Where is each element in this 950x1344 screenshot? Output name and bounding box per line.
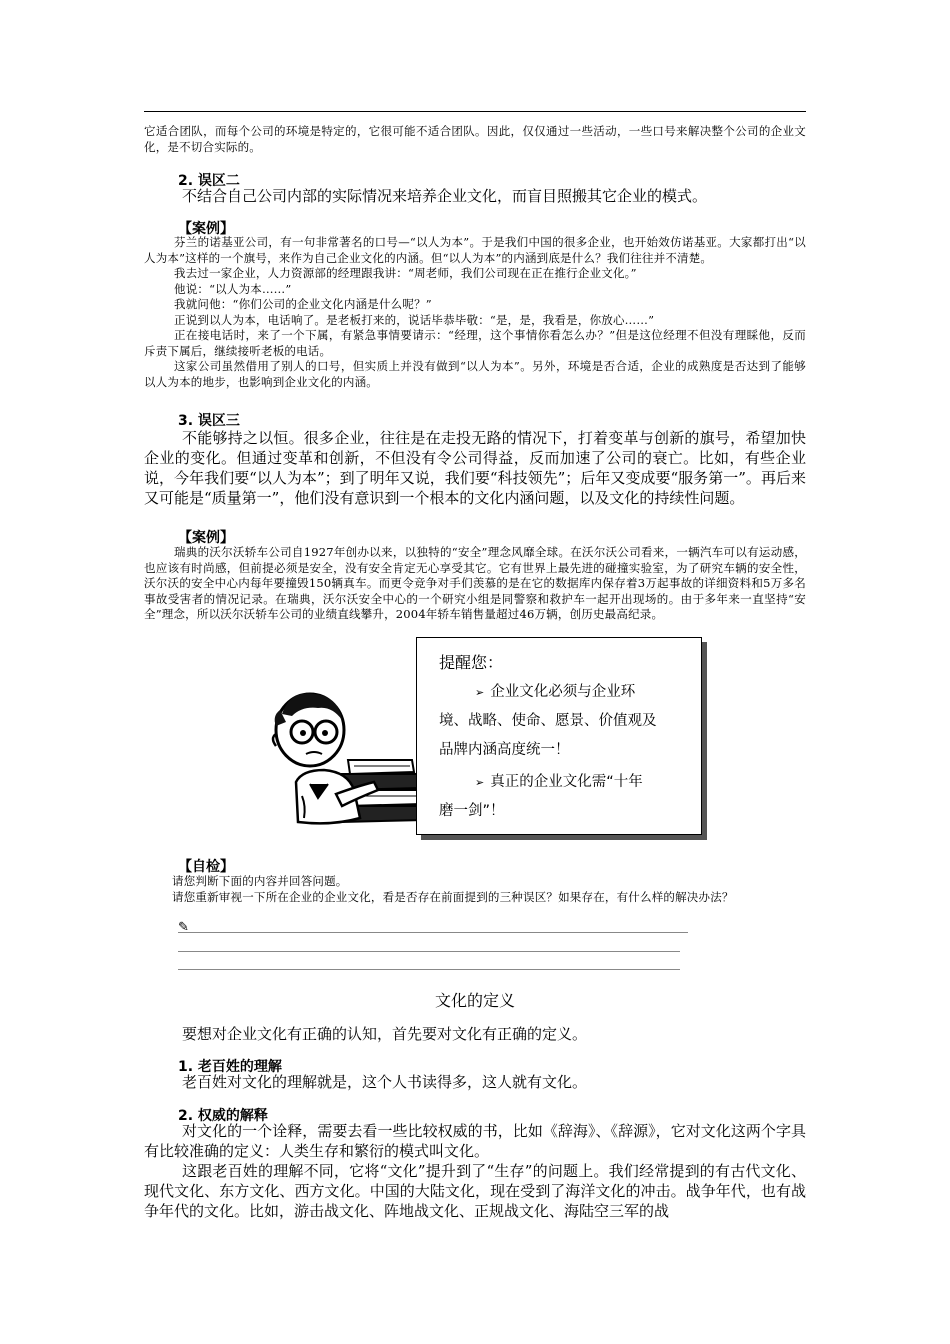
reminder-box: [416, 637, 702, 835]
section2-heading: 2. 误区二: [178, 173, 240, 189]
answer-line[interactable]: [178, 969, 680, 970]
answer-line[interactable]: [178, 951, 680, 952]
selfcheck-tag: 【自检】: [178, 859, 234, 875]
case1-paragraph: 我去过一家企业，人力资源部的经理跟我讲：“周老师，我们公司现在正在推行企业文化。”: [174, 266, 637, 280]
case1-paragraph: 芬兰的诺基亚公司，有一句非常著名的口号—“以人为本”。于是我们中国的很多企业，也开始效仿诺基亚。大家都打出“以人为本”这样的一个旗号，来作为自己企业文化的内涵。但“以人为本”的内涵到底是什么？我们往往并不清楚。: [144, 235, 806, 265]
definition-title: 文化的定义: [434, 991, 515, 1010]
case2-text: 瑞典的沃尔沃轿车公司自1927年创办以来，以独特的“安全”理念风靡全球。在沃尔沃公司看来，一辆汽车可以有运动感，也应该有时尚感，但前提必须是安全，没有安全肯定无心享受其它。它有世界上最先进的碰撞实验室，为了研究车辆的安全性，沃尔沃的安全中心内每年要撞毁150辆真车。而更令竞争对手们羡慕的是在它的数据库内保存着3万起事故的详细资料和5万多名事故受害者的情况记录。在瑞典，沃尔沃安全中心的一个研究小组是同警察和救护车一起开出现场的。由于多年来一直坚持“安全”理念，所以沃尔沃轿车公司的业绩直线攀升，2004年轿车销售量超过46万辆，创历史最高纪录。: [144, 545, 806, 621]
definition-sub2-block: [144, 1121, 806, 1221]
section2-text: 不结合自己公司内部的实际情况来培养企业文化，而盲目照搬其它企业的模式。: [182, 187, 708, 205]
definition-sub2-p2: 这跟老百姓的理解不同，它将“文化”提升到了“生存”的问题上。我们经常提到的有古代文化、现代文化、东方文化、西方文化。中国的大陆文化，现在受到了海洋文化的冲击。战争年代，也有战争年代的文化。比如，游击战文化、阵地战文化、正规战文化、海陆空三军的战: [144, 1162, 806, 1220]
intro-paragraph: [144, 124, 806, 155]
selfcheck-line1: 请您判断下面的内容并回答问题。: [172, 874, 348, 888]
pencil-icon: ✎: [178, 920, 189, 935]
case1-paragraph: 他说：“以人为本……”: [174, 281, 292, 296]
intro-text: 它适合团队，而每个公司的环境是特定的，它很可能不适合团队。因此，仅仅通过一些活动，一些口号来解决整个公司的企业文化，是不切合实际的。: [144, 124, 806, 154]
case1-paragraph: 这家公司虽然借用了别人的口号，但实质上并没有做到“以人为本”。另外，环境是否合适，企业的成熟度是否达到了能够以人为本的地步，也影响到企业文化的内涵。: [144, 359, 806, 389]
case1-body: [144, 235, 806, 390]
section3-heading: 3. 误区三: [178, 413, 240, 429]
answer-line[interactable]: [178, 932, 688, 933]
definition-intro-block: [144, 1024, 806, 1044]
definition-intro: 要想对企业文化有正确的认知，首先要对文化有正确的定义。: [182, 1025, 588, 1043]
case1-paragraph: 我就问他：“你们公司的企业文化内涵是什么呢？”: [174, 297, 432, 311]
selfcheck-line2: 请您重新审视一下所在企业的企业文化，看是否存在前面提到的三种误区？如果存在，有什么样的解决办法？: [172, 889, 734, 904]
definition-sub2-p1: 对文化的一个诠释，需要去看一些比较权威的书，比如《辞海》、《辞源》，它对文化这两个字具有比较准确的定义：人类生存和繁衍的模式叫文化。: [144, 1122, 806, 1160]
arrow-bullet-icon: ➢: [475, 776, 485, 789]
case2-tag: 【案例】: [178, 530, 234, 546]
reminder-line: 品牌内涵高度统一！: [439, 742, 570, 758]
case2-body: [144, 545, 806, 623]
definition-sub2-heading: 2. 权威的解释: [178, 1108, 268, 1124]
definition-sub1-text: 老百姓对文化的理解就是，这个人书读得多，这人就有文化。: [182, 1073, 588, 1091]
reminder-line: ➢ 企业文化必须与企业环: [475, 684, 636, 700]
case1-paragraph: 正说到以人为本，电话响了。是老板打来的，说话毕恭毕敬：“是，是，我看是，你放心……”: [174, 312, 655, 327]
case1-paragraph: 正在接电话时，来了一个下属，有紧急事情要请示：“经理，这个事情你看怎么办？”但是这位经理不但没有理睬他，反而斥责下属后，继续接听老板的电话。: [144, 328, 806, 358]
scholar-cartoon-illustration: [262, 686, 432, 836]
case1-tag: 【案例】: [178, 221, 234, 237]
reminder-line: 境、战略、使命、愿景、价值观及: [439, 713, 657, 729]
reminder-line: 磨一剑”！: [439, 803, 505, 819]
selfcheck-body: [172, 874, 806, 905]
definition-sub1-heading: 1. 老百姓的理解: [178, 1059, 282, 1075]
reminder-line: ➢ 真正的企业文化需“十年: [475, 774, 643, 790]
section3-text: 不能够持之以恒。很多企业，往往是在走投无路的情况下，打着变革与创新的旗号，希望加快企业的变化。但通过变革和创新，不但没有令公司得益，反而加速了公司的衰亡。比如，有些企业说，今年我们要“以人为本”；到了明年又说，我们要“科技领先”；后年又变成要“服务第一”。再后来又可能是“质量第一”，他们没有意识到一个根本的文化内涵问题，以及文化的持续性问题。: [144, 429, 806, 507]
header-rule: [144, 111, 806, 112]
section3-body: [144, 428, 806, 508]
section2-body: [144, 186, 806, 206]
definition-sub1-block: [144, 1072, 806, 1092]
arrow-bullet-icon: ➢: [475, 686, 485, 699]
reminder-title: 提醒您：: [439, 653, 504, 672]
